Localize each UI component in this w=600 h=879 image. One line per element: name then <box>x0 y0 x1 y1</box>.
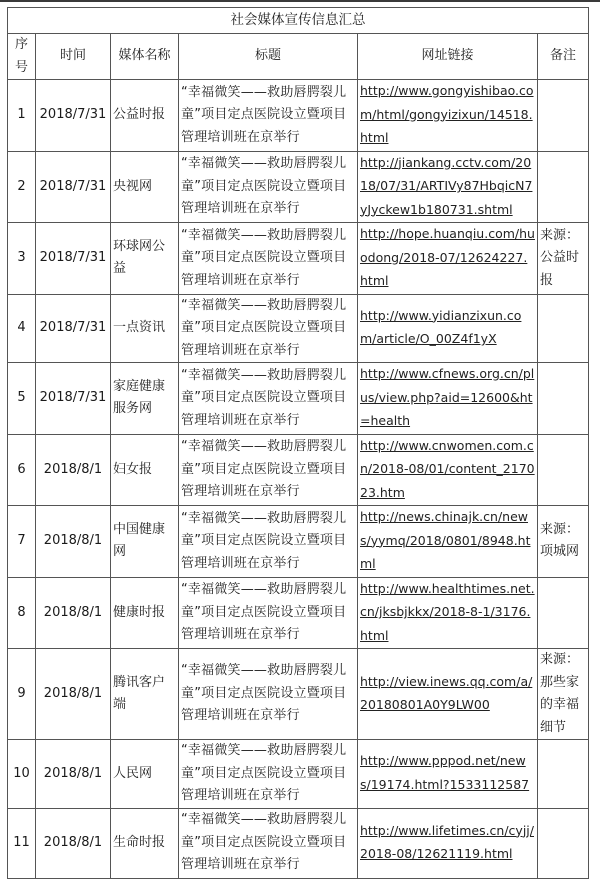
cell-date: 2018/8/1 <box>36 506 111 578</box>
url-link[interactable]: http://www.cnwomen.com.cn/2018-08/01/content_217023.htm <box>360 437 535 500</box>
cell-url <box>358 80 538 152</box>
cell-url <box>358 577 538 649</box>
cell-note <box>538 294 589 363</box>
header-date: 时间 <box>36 34 111 80</box>
cell-url <box>358 808 538 878</box>
cell-media: 一点资讯 <box>111 294 179 363</box>
cell-note <box>538 363 589 435</box>
table-title-row <box>8 8 589 34</box>
cell-no: 3 <box>8 223 36 295</box>
cell-url <box>358 506 538 578</box>
cell-note <box>538 80 589 152</box>
cell-date: 2018/7/31 <box>36 294 111 363</box>
table-row <box>8 808 589 878</box>
cell-date: 2018/8/1 <box>36 434 111 506</box>
cell-title: “幸福微笑——救助唇腭裂儿童”项目定点医院设立暨项目管理培训班在京举行 <box>179 740 358 809</box>
cell-note: 来源：项城网 <box>538 506 589 578</box>
cell-date: 2018/7/31 <box>36 80 111 152</box>
cell-media: 央视网 <box>111 151 179 223</box>
cell-title: “幸福微笑——救助唇腭裂儿童”项目定点医院设立暨项目管理培训班在京举行 <box>179 223 358 295</box>
url-link[interactable]: http://www.cfnews.org.cn/plus/view.php?aid=12600&ht=health <box>360 366 535 428</box>
cell-note <box>538 808 589 878</box>
cell-media: 生命时报 <box>111 808 179 878</box>
header-title: 标题 <box>179 34 358 80</box>
table-row <box>8 223 589 295</box>
cell-no: 2 <box>8 151 36 223</box>
table-row <box>8 151 589 223</box>
cell-no: 7 <box>8 506 36 578</box>
table-title: 社会媒体宣传信息汇总 <box>8 8 589 34</box>
cell-title: “幸福微笑——救助唇腭裂儿童”项目定点医院设立暨项目管理培训班在京举行 <box>179 434 358 506</box>
cell-no: 6 <box>8 434 36 506</box>
cell-no: 9 <box>8 649 36 740</box>
table-row <box>8 506 589 578</box>
header-url: 网址链接 <box>358 34 538 80</box>
table-row <box>8 80 589 152</box>
cell-no: 10 <box>8 740 36 809</box>
cell-date: 2018/8/1 <box>36 808 111 878</box>
cell-note <box>538 434 589 506</box>
cell-title: “幸福微笑——救助唇腭裂儿童”项目定点医院设立暨项目管理培训班在京举行 <box>179 151 358 223</box>
cell-title: “幸福微笑——救助唇腭裂儿童”项目定点医院设立暨项目管理培训班在京举行 <box>179 363 358 435</box>
table-body <box>8 80 589 879</box>
cell-note <box>538 577 589 649</box>
header-no: 序号 <box>8 34 36 80</box>
cell-no: 4 <box>8 294 36 363</box>
cell-no: 8 <box>8 577 36 649</box>
cell-media: 人民网 <box>111 740 179 809</box>
header-media: 媒体名称 <box>111 34 179 80</box>
cell-media: 家庭健康服务网 <box>111 363 179 435</box>
url-link[interactable]: http://www.gongyishibao.com/html/gongyizixun/14518.html <box>360 83 534 145</box>
media-summary-table <box>7 7 589 879</box>
table-row <box>8 740 589 809</box>
cell-media: 腾讯客户端 <box>111 649 179 740</box>
cell-title: “幸福微笑——救助唇腭裂儿童”项目定点医院设立暨项目管理培训班在京举行 <box>179 808 358 878</box>
cell-date: 2018/7/31 <box>36 363 111 435</box>
url-link[interactable]: http://hope.huanqiu.com/huodong/2018-07/12624227.html <box>360 226 535 288</box>
url-link[interactable]: http://view.inews.qq.com/a/20180801A0Y9LW00 <box>360 673 533 712</box>
cell-url <box>358 294 538 363</box>
top-border-strip <box>0 0 600 2</box>
cell-note: 来源：公益时报 <box>538 223 589 295</box>
cell-url <box>358 434 538 506</box>
cell-title: “幸福微笑——救助唇腭裂儿童”项目定点医院设立暨项目管理培训班在京举行 <box>179 649 358 740</box>
cell-title: “幸福微笑——救助唇腭裂儿童”项目定点医院设立暨项目管理培训班在京举行 <box>179 506 358 578</box>
table-row <box>8 649 589 740</box>
cell-url <box>358 223 538 295</box>
cell-title: “幸福微笑——救助唇腭裂儿童”项目定点医院设立暨项目管理培训班在京举行 <box>179 294 358 363</box>
cell-note <box>538 151 589 223</box>
cell-media: 环球网公益 <box>111 223 179 295</box>
cell-title: “幸福微笑——救助唇腭裂儿童”项目定点医院设立暨项目管理培训班在京举行 <box>179 80 358 152</box>
table-row <box>8 294 589 363</box>
cell-note <box>538 740 589 809</box>
cell-date: 2018/8/1 <box>36 577 111 649</box>
header-note: 备注 <box>538 34 589 80</box>
url-link[interactable]: http://news.chinajk.cn/news/yymq/2018/0801/8948.html <box>360 509 531 571</box>
cell-date: 2018/7/31 <box>36 223 111 295</box>
table-row <box>8 434 589 506</box>
cell-title: “幸福微笑——救助唇腭裂儿童”项目定点医院设立暨项目管理培训班在京举行 <box>179 577 358 649</box>
cell-media: 中国健康网 <box>111 506 179 578</box>
url-link[interactable]: http://www.healthtimes.net.cn/jksbjkkx/2018-8-1/3176.html <box>360 580 535 643</box>
table-row <box>8 577 589 649</box>
url-link[interactable]: http://www.pppod.net/news/19174.html?1533112587 <box>360 753 530 792</box>
cell-media: 妇女报 <box>111 434 179 506</box>
table-row <box>8 363 589 435</box>
url-link[interactable]: http://jiankang.cctv.com/2018/07/31/ARTIVy87HbqicN7yJyckew1b180731.shtml <box>360 154 533 217</box>
table-header-row <box>8 34 589 80</box>
cell-url <box>358 363 538 435</box>
cell-url <box>358 151 538 223</box>
cell-media: 公益时报 <box>111 80 179 152</box>
url-link[interactable]: http://www.yidianzixun.com/article/O_00Z4f1yX <box>360 307 522 347</box>
cell-date: 2018/8/1 <box>36 649 111 740</box>
cell-url <box>358 649 538 740</box>
cell-no: 5 <box>8 363 36 435</box>
cell-note: 来源：那些家的幸福细节 <box>538 649 589 740</box>
cell-media: 健康时报 <box>111 577 179 649</box>
cell-no: 11 <box>8 808 36 878</box>
cell-url <box>358 740 538 809</box>
url-link[interactable]: http://www.lifetimes.cn/cyjj/2018-08/12621119.html <box>360 822 534 861</box>
cell-date: 2018/8/1 <box>36 740 111 809</box>
cell-date: 2018/7/31 <box>36 151 111 223</box>
cell-no: 1 <box>8 80 36 152</box>
